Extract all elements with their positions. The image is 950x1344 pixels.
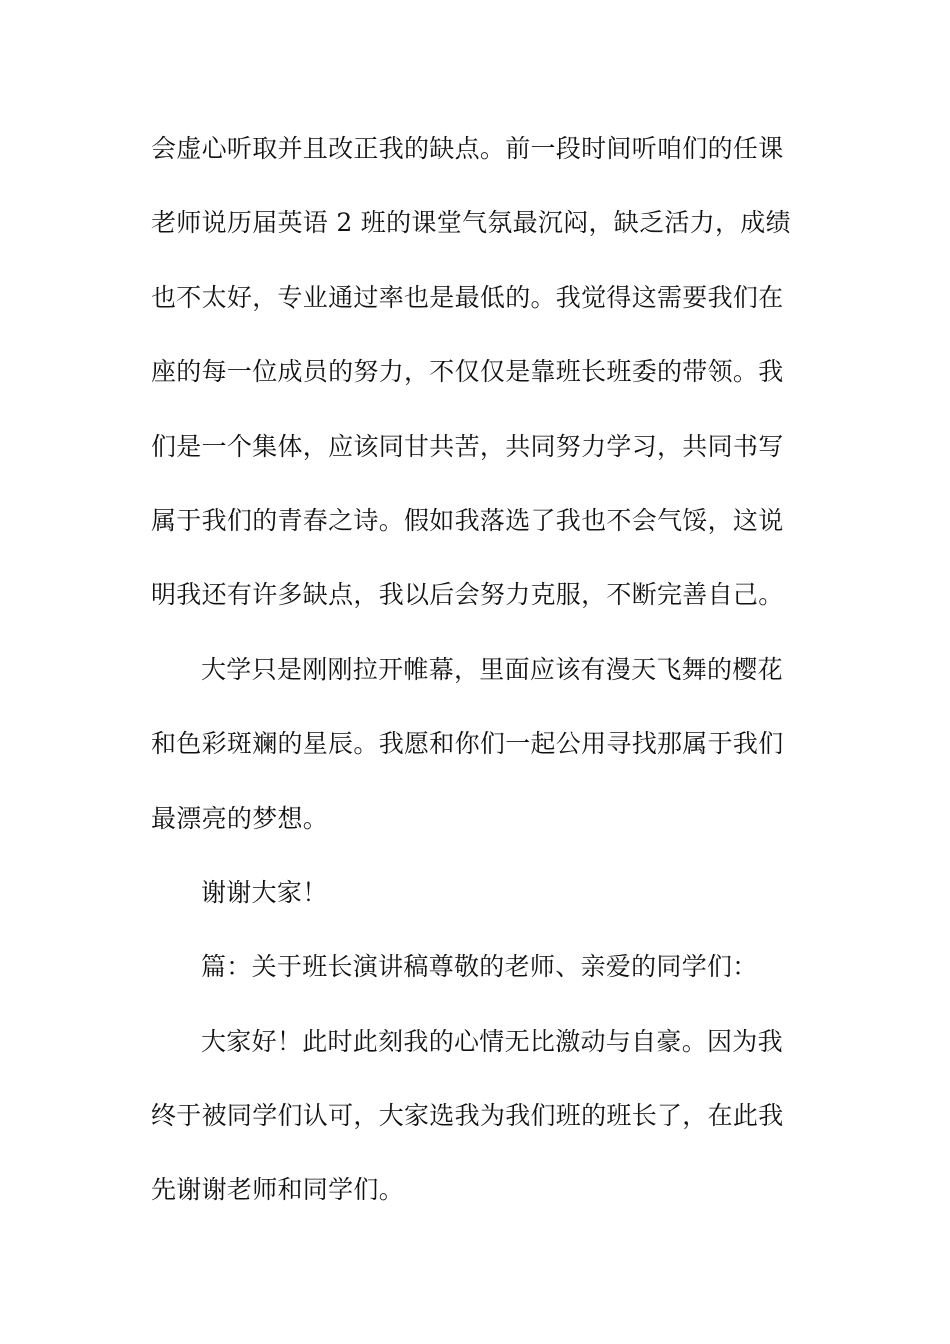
text-line-3: 也不太好，专业通过率也是最低的。我觉得这需要我们在 bbox=[151, 282, 784, 312]
paragraph-start-line-13: 大家好！此时此刻我的心情无比激动与自豪。因为我 bbox=[201, 1026, 783, 1056]
text-line-5: 们是一个集体，应该同甘共苦，共同努力学习，共同书写 bbox=[151, 431, 784, 461]
text-line-9: 和色彩斑斓的星辰。我愿和你们一起公用寻找那属于我们 bbox=[151, 729, 784, 759]
section-heading-line: 篇：关于班长演讲稿尊敬的老师、亲爱的同学们： bbox=[201, 952, 758, 982]
text-line-7: 明我还有许多缺点，我以后会努力克服，不断完善自己。 bbox=[151, 580, 784, 610]
text-line-4: 座的每一位成员的努力，不仅仅是靠班长班委的带领。我 bbox=[151, 357, 784, 387]
text-line-15: 先谢谢老师和同学们。 bbox=[151, 1175, 405, 1205]
document-body bbox=[151, 130, 801, 1246]
thanks-line: 谢谢大家！ bbox=[201, 877, 328, 907]
text-line-6: 属于我们的青春之诗。假如我落选了我也不会气馁，这说 bbox=[151, 505, 784, 535]
text-line-14: 终于被同学们认可，大家选我为我们班的班长了，在此我 bbox=[151, 1101, 784, 1131]
text-line-10: 最漂亮的梦想。 bbox=[151, 803, 329, 833]
text-line-2: 老师说历届英语 2 班的课堂气氛最沉闷，缺乏活力，成绩 bbox=[151, 208, 791, 238]
text-line-1: 会虚心听取并且改正我的缺点。前一段时间听咱们的任课 bbox=[151, 134, 784, 163]
paragraph-start-line-8: 大学只是刚刚拉开帷幕，里面应该有漫天飞舞的樱花 bbox=[201, 654, 783, 684]
